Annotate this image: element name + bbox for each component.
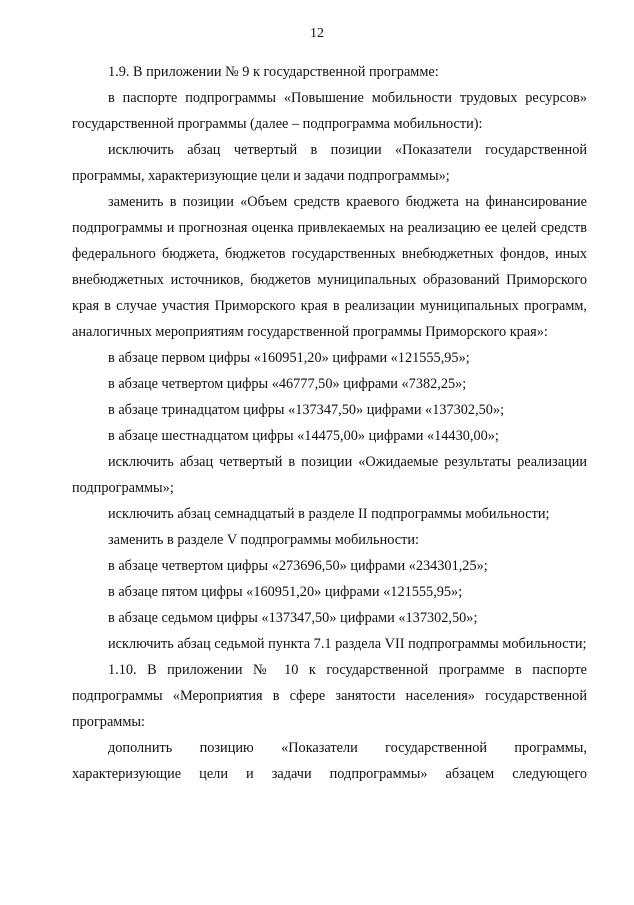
paragraph: заменить в позиции «Объем средств краевого бюджета на финансирование подпрограммы и прогнозная оценка привлекаемых на реализацию ее целей средств федерального бюджета, бюджетов государственных внебюджетных фондов, иных внебюджетных источников, бюджетов муниципальных образований Приморского края в случае участия Приморского края в реализации муниципальных программ, аналогичных мероприятиям государственной программы Приморского края»:	[72, 194, 587, 340]
paragraph: в абзаце седьмом цифры «137347,50» цифрами «137302,50»;	[108, 610, 478, 626]
paragraph: исключить абзац седьмой пункта 7.1 раздела VII подпрограммы мобильности;	[108, 636, 587, 652]
paragraph: в абзаце четвертом цифры «46777,50» цифрами «7382,25»;	[108, 376, 467, 392]
paragraph: в абзаце шестнадцатом цифры «14475,00» цифрами «14430,00»;	[108, 428, 499, 444]
paragraph: 1.9. В приложении № 9 к государственной программе:	[108, 64, 439, 80]
paragraph: в паспорте подпрограммы «Повышение мобильности трудовых ресурсов» государственной программы (далее – подпрограмма мобильности):	[72, 90, 587, 132]
paragraph: заменить в разделе V подпрограммы мобильности:	[108, 532, 419, 548]
paragraph: в абзаце первом цифры «160951,20» цифрами «121555,95»;	[108, 350, 470, 366]
document-body	[72, 59, 587, 787]
paragraph: в абзаце пятом цифры «160951,20» цифрами «121555,95»;	[108, 584, 463, 600]
paragraph: исключить абзац четвертый в позиции «Показатели государственной программы, характеризующие цели и задачи подпрограммы»;	[72, 142, 587, 184]
paragraph: в абзаце четвертом цифры «273696,50» цифрами «234301,25»;	[108, 558, 488, 574]
page-number: 12	[310, 26, 324, 41]
paragraph: дополнить позицию «Показатели государственной программы, характеризующие цели и задачи подпрограммы» абзацем следующего	[72, 740, 587, 782]
paragraph: в абзаце тринадцатом цифры «137347,50» цифрами «137302,50»;	[108, 402, 505, 418]
paragraph: исключить абзац семнадцатый в разделе II подпрограммы мобильности;	[108, 506, 550, 522]
paragraph: 1.10. В приложении № 10 к государственной программе в паспорте подпрограммы «Мероприятия в сфере занятости населения» государственной программы:	[72, 662, 587, 730]
paragraph: исключить абзац четвертый в позиции «Ожидаемые результаты реализации подпрограммы»;	[72, 454, 587, 496]
